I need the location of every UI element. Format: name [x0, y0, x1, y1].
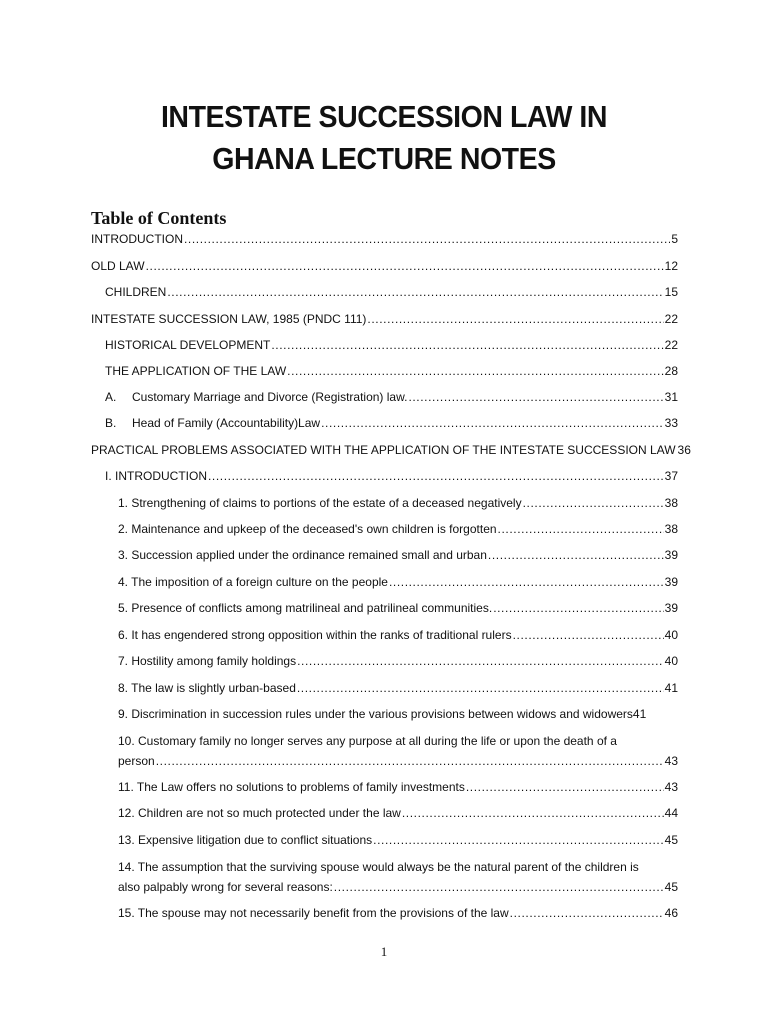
toc-entry-page: 45: [664, 833, 678, 847]
toc-entry-page: 36: [677, 443, 691, 457]
toc-entry-label: HISTORICAL DEVELOPMENT: [105, 338, 271, 352]
toc-entry-page: 40: [664, 628, 678, 642]
toc-entry-label: 2. Maintenance and upkeep of the deceased's own children is forgotten: [118, 522, 497, 536]
toc-entry-page: 40: [664, 654, 678, 668]
page-number: 1: [380, 944, 388, 959]
toc-entry-label: 1. Strengthening of claims to portions of the estate of a deceased negatively: [118, 496, 522, 510]
toc-entry-page: 43: [664, 780, 678, 794]
toc-entry-page: 46: [664, 906, 678, 920]
toc-entry-page: 22: [664, 312, 678, 326]
toc-entry-page: 22: [664, 338, 678, 352]
toc-leader: [156, 754, 664, 768]
toc-entry-page: 37: [664, 469, 678, 483]
toc-entry-page: 41: [632, 707, 647, 721]
toc-entry-customary-marriage[interactable]: [105, 390, 678, 410]
toc-entry-label: also palpably wrong for several reasons:: [118, 880, 333, 894]
toc-entry-historical-development[interactable]: [105, 338, 678, 358]
toc-entry-page: 39: [664, 601, 678, 615]
toc-entry-page: 38: [664, 496, 678, 510]
toc-entry-label: 6. It has engendered strong opposition within the ranks of traditional rulers: [118, 628, 512, 642]
toc-entry-label: INTRODUCTION: [91, 232, 183, 246]
toc-entry-label: PRACTICAL PROBLEMS ASSOCIATED WITH THE APPLICATION OF THE INTESTATE SUCCESSION LAW: [91, 443, 676, 457]
toc-leader: [498, 522, 664, 536]
toc-entry-item-6[interactable]: [118, 628, 678, 648]
toc-entry-item-10-line1: 10. Customary family no longer serves any purpose at all during the life or upon the death of a: [118, 734, 617, 748]
toc-entry-page: 44: [664, 806, 678, 820]
toc-entry-marker: A.: [105, 390, 117, 404]
toc-entry-i-introduction[interactable]: [105, 469, 678, 489]
toc-entry-page: 33: [664, 416, 678, 430]
toc-entry-item-13[interactable]: [118, 833, 678, 853]
toc-entry-old-law[interactable]: [91, 259, 678, 279]
toc-entry-intestate-succession-law-1985[interactable]: [91, 312, 678, 332]
toc-leader: [510, 906, 664, 920]
toc-leader: [297, 654, 664, 668]
toc-entry-page: 45: [664, 880, 678, 894]
toc-entry-label: 15. The spouse may not necessarily benefit from the provisions of the law: [118, 906, 509, 920]
toc-entry-item-4[interactable]: [118, 575, 678, 595]
toc-leader: [208, 469, 664, 483]
toc-entry-item-9[interactable]: [118, 707, 678, 727]
toc-entry-item-8[interactable]: [118, 681, 678, 701]
toc-heading: Table of Contents: [91, 208, 227, 228]
toc-entry-item-12[interactable]: [118, 806, 678, 826]
toc-leader: [184, 232, 670, 246]
toc-entry-item-2[interactable]: [118, 522, 678, 542]
toc-leader: [146, 259, 664, 273]
toc-entry-label: 3. Succession applied under the ordinance remained small and urban: [118, 548, 487, 562]
toc-entry-page: 41: [664, 681, 678, 695]
toc-entry-label: 4. The imposition of a foreign culture on the people: [118, 575, 388, 589]
toc-entry-item-5[interactable]: [118, 601, 678, 621]
toc-leader: [334, 880, 664, 894]
toc-entry-head-of-family[interactable]: [105, 416, 678, 436]
toc-leader: [488, 548, 664, 562]
toc-entry-label: Customary Marriage and Divorce (Registration) law.: [132, 390, 408, 404]
toc-leader: [389, 575, 664, 589]
toc-entry-label: 11. The Law offers no solutions to problems of family investments: [118, 780, 465, 794]
toc-leader: [321, 416, 664, 430]
toc-entry-item-11[interactable]: [118, 780, 678, 800]
toc-leader: [271, 338, 663, 352]
toc-leader: [466, 780, 664, 794]
toc-entry-page: 5: [671, 232, 678, 246]
toc-entry-children[interactable]: [105, 285, 678, 305]
toc-entry-label: 9. Discrimination in succession rules under the various provisions between widows and widowers: [118, 707, 633, 721]
toc-leader: [402, 806, 664, 820]
toc-leader: [513, 628, 664, 642]
title-line-1: INTESTATE SUCCESSION LAW IN: [160, 99, 608, 134]
toc-entry-page: 31: [664, 390, 678, 404]
toc-leader: [287, 364, 663, 378]
document-title: [31, 96, 738, 180]
toc-leader: [167, 285, 663, 299]
toc-entry-label: INTESTATE SUCCESSION LAW, 1985 (PNDC 111): [91, 312, 367, 326]
toc-leader: [297, 681, 664, 695]
toc-entry-label: Head of Family (Accountability)Law: [132, 416, 321, 430]
toc-leader: [523, 496, 664, 510]
toc-leader: [367, 312, 663, 326]
toc-entry-item-7[interactable]: [118, 654, 678, 674]
toc-entry-page: 28: [664, 364, 678, 378]
toc-entry-label: CHILDREN: [105, 285, 167, 299]
toc-entry-label: 13. Expensive litigation due to conflict situations: [118, 833, 373, 847]
toc-entry-label: OLD LAW: [91, 259, 145, 273]
toc-entry-label: person: [118, 754, 155, 768]
toc-entry-introduction[interactable]: [91, 232, 678, 252]
toc-leader: [373, 833, 663, 847]
toc-entry-item-1[interactable]: [118, 496, 678, 516]
toc-entry-item-14[interactable]: [118, 880, 678, 900]
toc-entry-label: 12. Children are not so much protected under the law: [118, 806, 401, 820]
toc-entry-item-10[interactable]: [118, 754, 678, 774]
title-line-2: GHANA LECTURE NOTES: [212, 141, 556, 176]
toc-entry-label: THE APPLICATION OF THE LAW: [105, 364, 287, 378]
toc-entry-application-of-the-law[interactable]: [105, 364, 678, 384]
toc-entry-page: 38: [664, 522, 678, 536]
toc-entry-page: 39: [664, 575, 678, 589]
toc-entry-page: 12: [664, 259, 678, 273]
toc-leader: [493, 601, 663, 615]
toc-entry-page: 43: [664, 754, 678, 768]
toc-entry-label: 7. Hostility among family holdings: [118, 654, 297, 668]
toc-entry-practical-problems[interactable]: [91, 443, 691, 463]
toc-entry-item-14-line1: 14. The assumption that the surviving spouse would always be the natural parent of the children is: [118, 860, 639, 874]
toc-entry-page: 39: [664, 548, 678, 562]
toc-entry-label: I. INTRODUCTION: [105, 469, 207, 483]
toc-entry-marker: B.: [105, 416, 117, 430]
toc-entry-item-3[interactable]: [118, 548, 678, 568]
toc-leader: [408, 390, 663, 404]
toc-entry-page: 15: [664, 285, 678, 299]
toc-entry-item-15[interactable]: [118, 906, 678, 926]
toc-entry-label: 5. Presence of conflicts among matrilineal and patrilineal communities.: [118, 601, 493, 615]
toc-entry-label: 8. The law is slightly urban-based: [118, 681, 296, 695]
